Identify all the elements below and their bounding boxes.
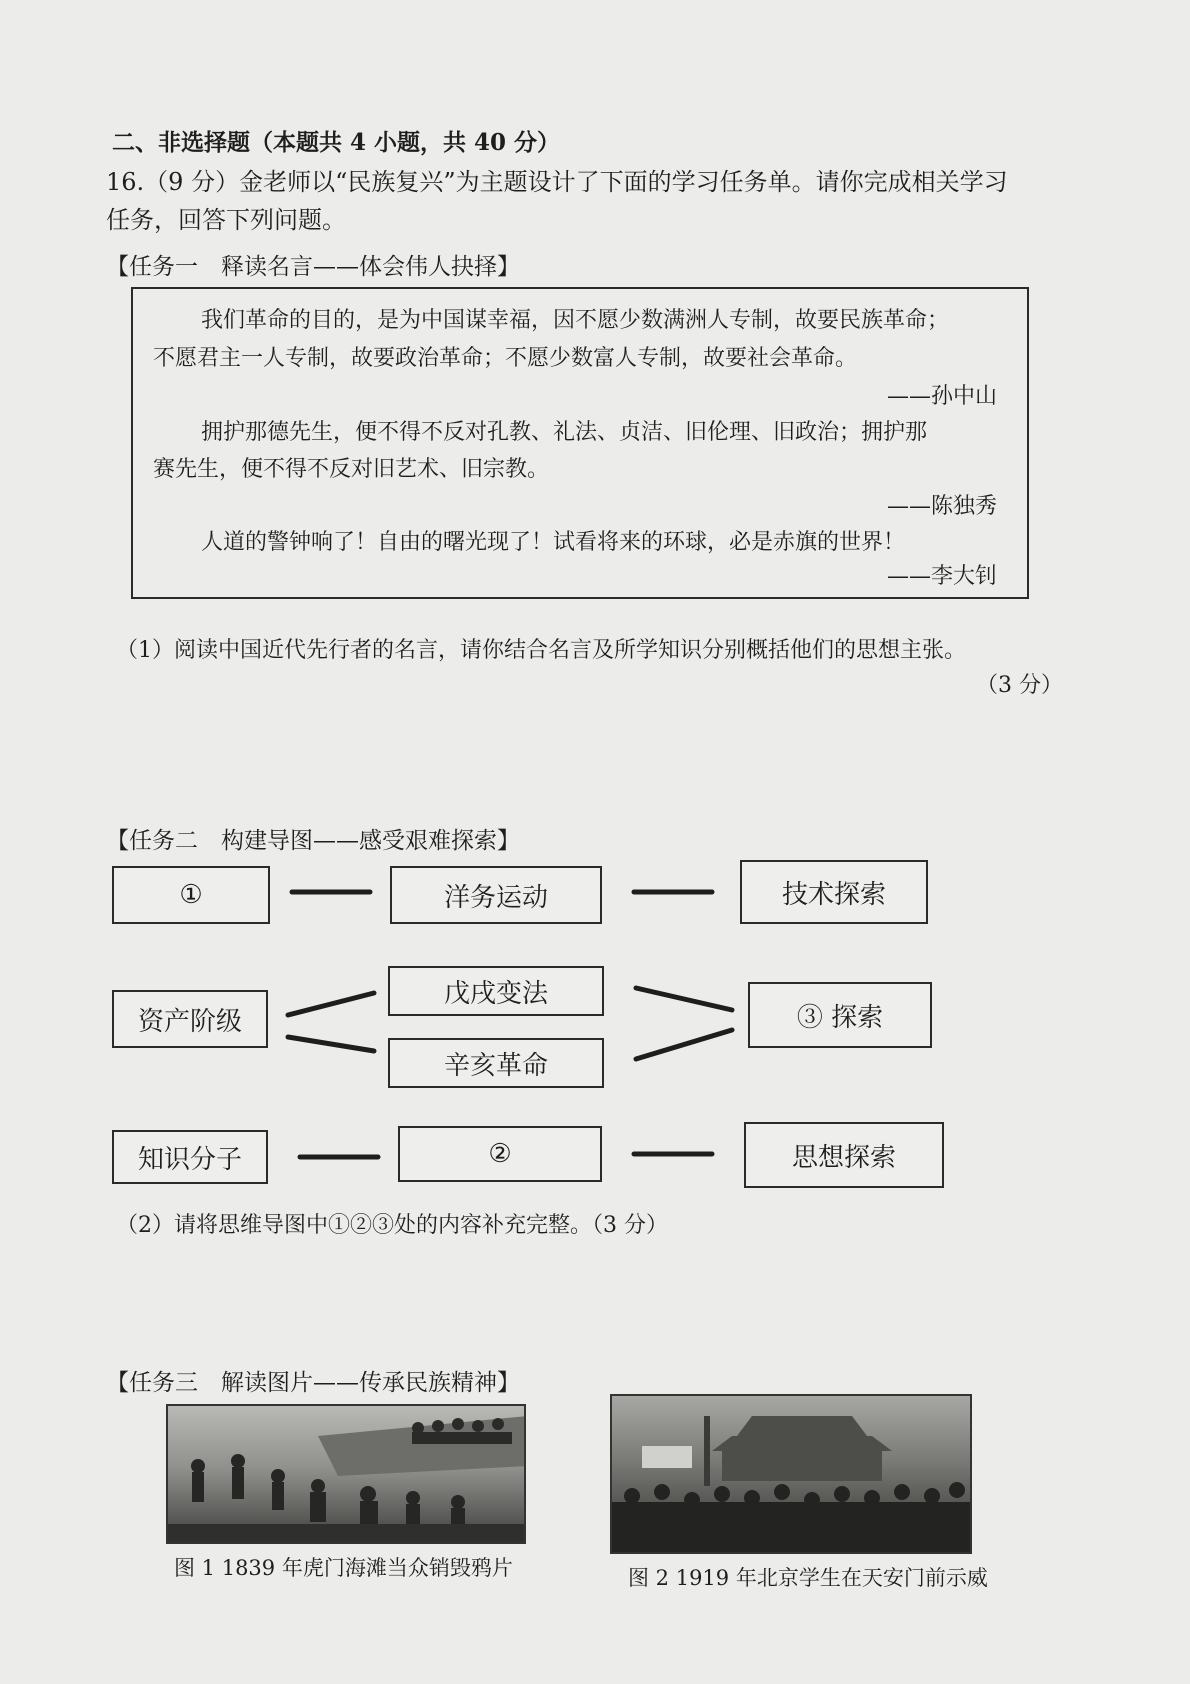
connector-row2-left-up — [288, 993, 374, 1015]
figure-2-photo — [610, 1394, 972, 1554]
quote-chen-line-2: 赛先生，便不得不反对旧艺术、旧宗教。 — [153, 457, 550, 482]
figure-2-image — [612, 1396, 972, 1554]
quote-sun-author: ——孙中山 — [886, 384, 997, 409]
figure-1-photo — [166, 1404, 526, 1544]
figure-1-caption: 图 1 1839 年虎门海滩当众销毁鸦片 — [174, 1556, 513, 1580]
mindmap-blank-1: ① — [112, 866, 270, 924]
task1-sub-question: （1）阅读中国近代先行者的名言，请你结合名言及所学知识分别概括他们的思想主张。 — [116, 638, 966, 663]
quote-sun-line-1: 我们革命的目的，是为中国谋幸福，因不愿少数满洲人专制，故要民族革命； — [201, 308, 950, 333]
mindmap-blank-2: ② — [398, 1126, 602, 1182]
figure-1-image — [168, 1406, 526, 1544]
mindmap-intellectuals: 知识分子 — [112, 1130, 268, 1184]
mindmap-blank-3: ③ 探索 — [748, 982, 932, 1048]
mindmap-tech-explore: 技术探索 — [740, 860, 928, 924]
figure-2-caption: 图 2 1919 年北京学生在天安门前示威 — [628, 1566, 988, 1590]
mindmap-wuxu: 戊戌变法 — [388, 966, 604, 1016]
mindmap-xinhai: 辛亥革命 — [388, 1038, 604, 1088]
question-line-1: 16.（9 分）金老师以“民族复兴”为主题设计了下面的学习任务单。请你完成相关学习 — [106, 168, 1008, 196]
task3-title: 【任务三 解读图片——传承民族精神】 — [106, 1370, 520, 1396]
quote-chen-author: ——陈独秀 — [886, 494, 997, 519]
quote-li-line-1: 人道的警钟响了！自由的曙光现了！试看将来的环球，必是赤旗的世界！ — [201, 530, 906, 555]
connector-row2-left-down — [288, 1037, 374, 1051]
connector-row2-right-up — [636, 988, 732, 1010]
mindmap-thought-explore: 思想探索 — [744, 1122, 944, 1188]
quote-sun-line-2: 不愿君主一人专制，故要政治革命；不愿少数富人专制，故要社会革命。 — [153, 346, 858, 371]
quote-chen-line-1: 拥护那德先生，便不得不反对孔教、礼法、贞洁、旧伦理、旧政治；拥护那 — [201, 420, 928, 445]
task1-score: （3 分） — [976, 673, 1063, 698]
quote-li-author: ——李大钊 — [886, 564, 997, 589]
task1-title: 【任务一 释读名言——体会伟人抉择】 — [106, 254, 520, 280]
question-line-2: 任务，回答下列问题。 — [106, 206, 346, 234]
mindmap-yangwu: 洋务运动 — [390, 866, 602, 924]
connector-row2-right-down — [636, 1030, 732, 1059]
mindmap-bourgeoisie: 资产阶级 — [112, 990, 268, 1048]
section-title: 二、非选择题（本题共 4 小题，共 40 分） — [112, 129, 561, 156]
task2-sub-question: （2）请将思维导图中①②③处的内容补充完整。（3 分） — [116, 1213, 668, 1238]
task2-title: 【任务二 构建导图——感受艰难探索】 — [106, 828, 520, 854]
